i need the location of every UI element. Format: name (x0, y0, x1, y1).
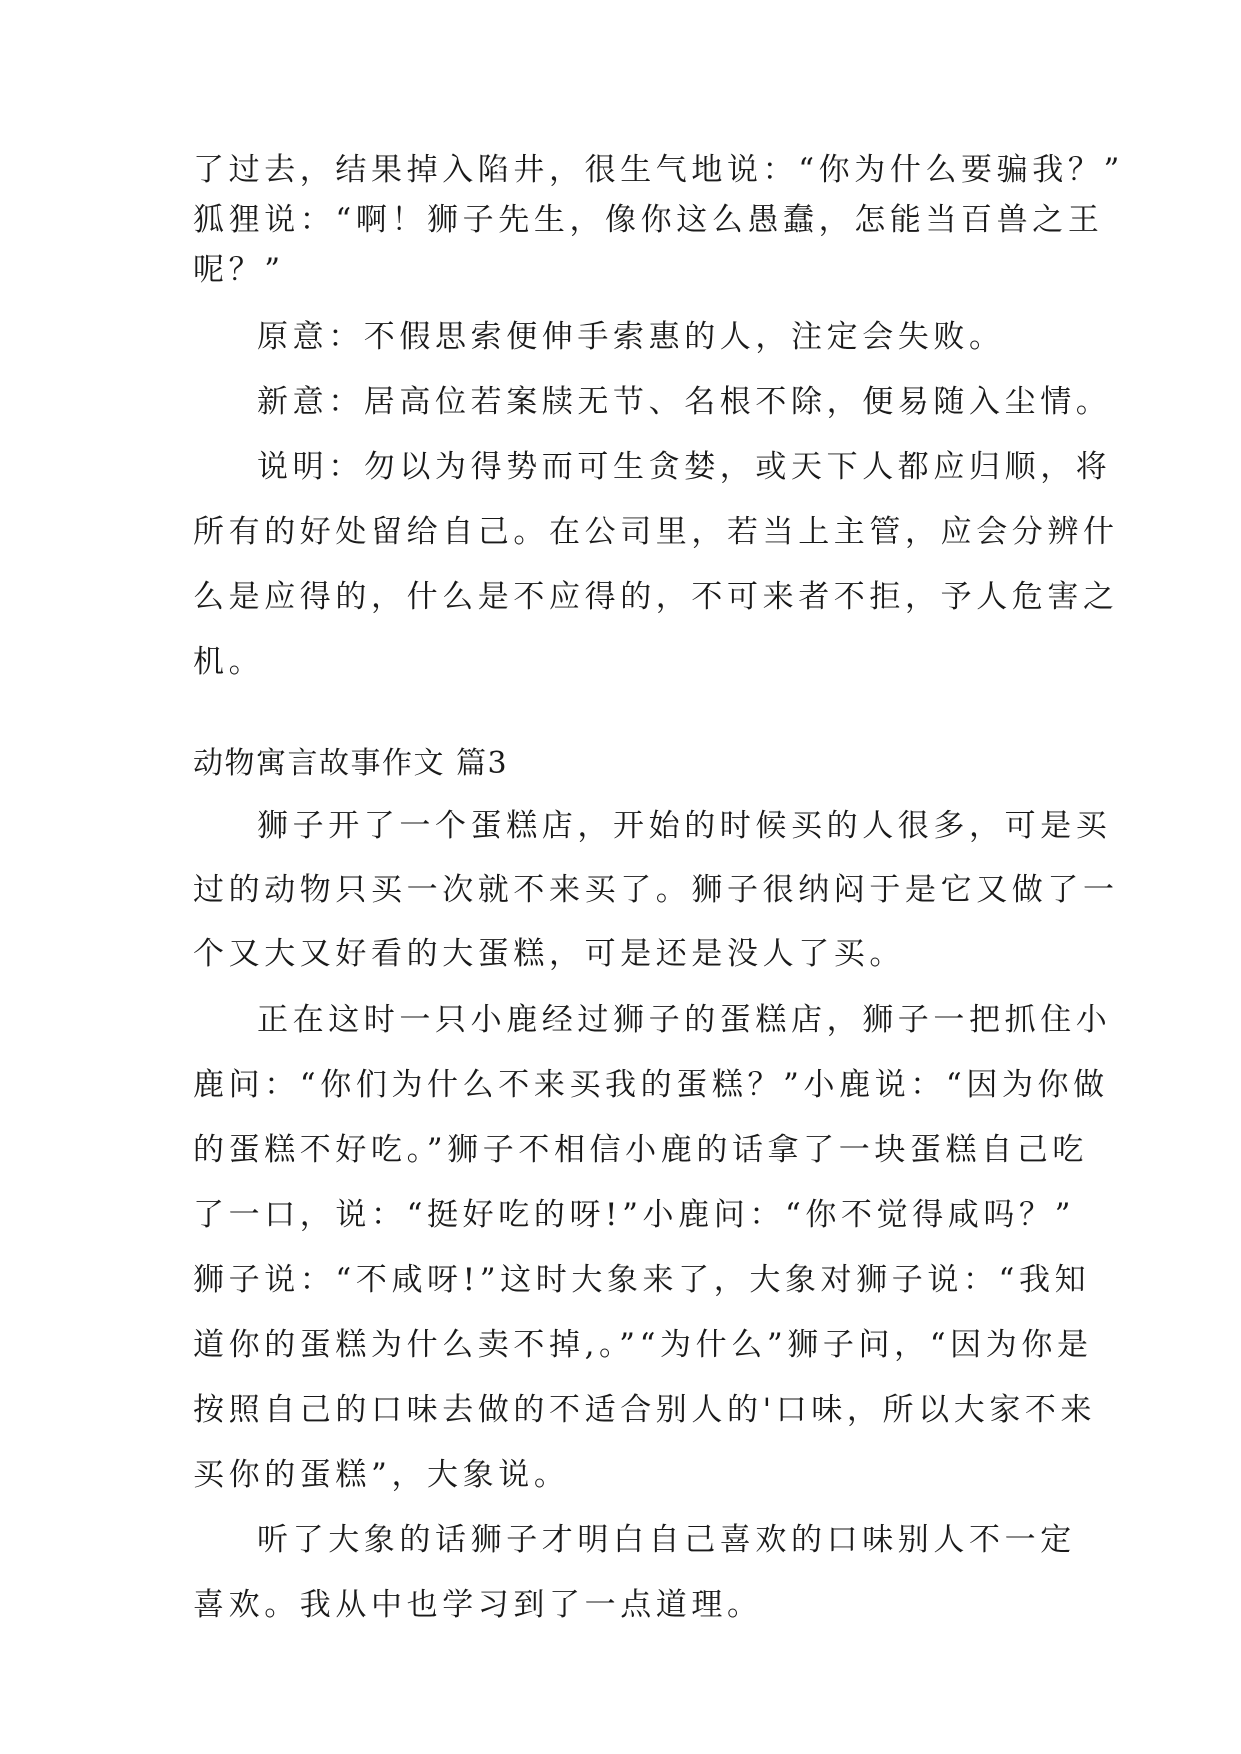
text-line: 个又大又好看的大蛋糕，可是还是没人了买。 (193, 936, 905, 972)
text-line: 买你的蛋糕”，大象说。 (193, 1457, 570, 1493)
text-line: 了一口，说：“挺好吃的呀!”小鹿问：“你不觉得咸吗？” (193, 1197, 1076, 1233)
text-line: 道你的蛋糕为什么卖不掉,。”“为什么”狮子问，“因为你是 (193, 1327, 1093, 1363)
text-line: 狮子说：“不咸呀!”这时大象来了，大象对狮子说：“我知 (193, 1262, 1091, 1298)
text-line: 的蛋糕不好吃。”狮子不相信小鹿的话拿了一块蛋糕自己吃 (193, 1132, 1088, 1168)
text-line: 过的动物只买一次就不来买了。狮子很纳闷于是它又做了一 (193, 872, 1119, 908)
text-line: 按照自己的口味去做的不适合别人的'口味，所以大家不来 (193, 1392, 1097, 1428)
section-heading: 动物寓言故事作文 篇3 (193, 746, 509, 781)
text-line: 狮子开了一个蛋糕店，开始的时候买的人很多，可是买 (257, 808, 1112, 844)
text-line: 机。 (193, 644, 265, 680)
text-line: 呢？” (193, 252, 285, 288)
text-line: 狐狸说：“啊！狮子先生，像你这么愚蠢，怎能当百兽之王 (193, 202, 1104, 238)
text-line: 原意：不假思索便伸手索惠的人，注定会失败。 (257, 319, 1005, 355)
text-line: 所有的好处留给自己。在公司里，若当上主管，应会分辨什 (193, 514, 1119, 550)
text-line: 喜欢。我从中也学习到了一点道理。 (193, 1587, 763, 1623)
text-line: 鹿问：“你们为什么不来买我的蛋糕？”小鹿说：“因为你做 (193, 1067, 1109, 1103)
text-line: 听了大象的话狮子才明白自己喜欢的口味别人不一定 (257, 1522, 1076, 1558)
text-line: 正在这时一只小鹿经过狮子的蛋糕店，狮子一把抓住小 (257, 1002, 1112, 1038)
text-line: 了过去，结果掉入陷井，很生气地说：“你为什么要骗我？” (193, 152, 1124, 188)
text-line: 说明：勿以为得势而可生贪婪，或天下人都应归顺，将 (257, 449, 1112, 485)
text-line: 么是应得的，什么是不应得的，不可来者不拒，予人危害之 (193, 579, 1119, 615)
text-line: 新意：居高位若案牍无节、名根不除，便易随入尘情。 (257, 384, 1112, 420)
